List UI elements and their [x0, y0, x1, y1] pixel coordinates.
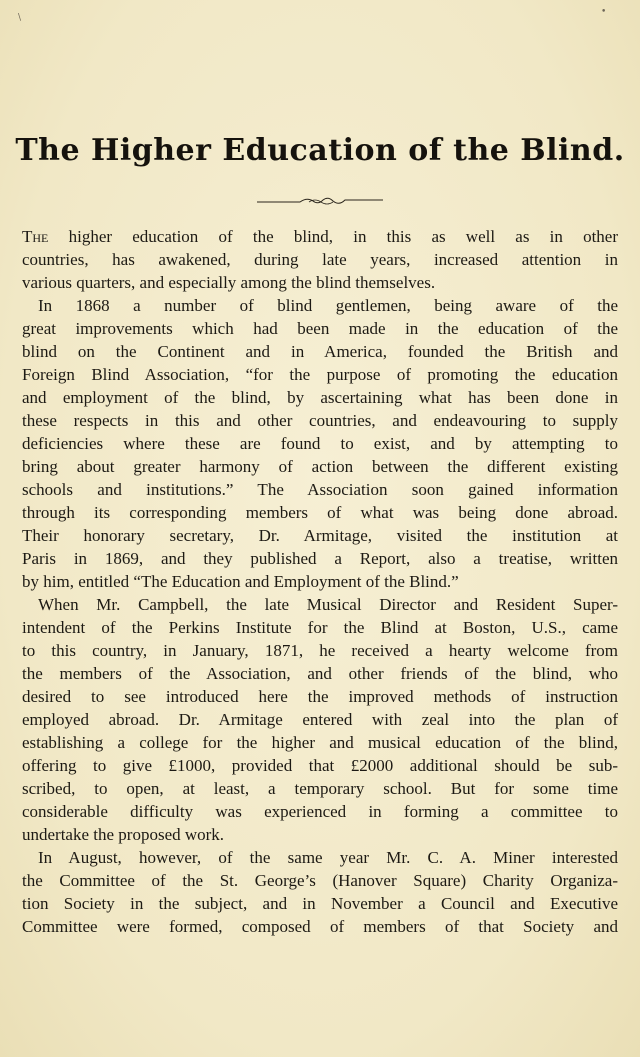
- text-line: Paris in 1869, and they published a Report, also a treatise, written: [22, 549, 618, 568]
- text-line: various quarters, and especially among the blind themselves.: [22, 273, 436, 292]
- text-line: blind on the Continent and in America, founded the British and: [22, 342, 618, 361]
- text-line: by him, entitled “The Education and Employment of the Blind.”: [22, 572, 459, 591]
- text-line: great improvements which had been made in the education of the: [22, 319, 618, 338]
- text-line: through its corresponding members of what was being done abroad.: [22, 503, 618, 522]
- text-line: When Mr. Campbell, the late Musical Director and Resident Super-: [38, 595, 618, 614]
- text-line: schools and institutions.” The Association soon gained information: [22, 480, 618, 499]
- text-line: deficiencies where these are found to exist, and by attempting to: [22, 434, 618, 453]
- text-line: the Committee of the St. George’s (Hanover Square) Charity Organiza-: [22, 871, 618, 890]
- text-line: Their honorary secretary, Dr. Armitage, visited the institution at: [22, 526, 618, 545]
- page-title: The Higher Education of the Blind.: [15, 133, 625, 168]
- paper-speck: \: [18, 13, 22, 23]
- text-line: to this country, in January, 1871, he received a hearty welcome from: [22, 641, 618, 660]
- text-line: undertake the proposed work.: [22, 825, 225, 844]
- text-line: scribed, to open, at least, a temporary school. But for some time: [22, 779, 618, 798]
- text-line: considerable difficulty was experienced in forming a committee to: [22, 802, 618, 821]
- text-line: Committee were formed, composed of members of that Society and: [22, 917, 618, 936]
- text-line: countries, has awakened, during late years, increased attention in: [22, 250, 618, 269]
- text-line: The higher education of the blind, in this as well as in other: [22, 227, 618, 246]
- text-line: offering to give £1000, provided that £2000 additional should be sub-: [22, 756, 618, 775]
- text-line: establishing a college for the higher and musical education of the blind,: [22, 733, 618, 752]
- text-line: desired to see introduced here the improved methods of instruction: [22, 687, 618, 706]
- small-caps-opening-word: The: [22, 227, 49, 246]
- text-line: intendent of the Perkins Institute for the Blind at Boston, U.S., came: [22, 618, 618, 637]
- text-line: tion Society in the subject, and in November a Council and Executive: [22, 894, 618, 913]
- text-line: In 1868 a number of blind gentlemen, being aware of the: [38, 296, 618, 315]
- text-line: these respects in this and other countries, and endeavouring to supply: [22, 411, 618, 430]
- text-line: bring about greater harmony of action between the different existing: [22, 457, 618, 476]
- text-line: Foreign Blind Association, “for the purpose of promoting the education: [22, 365, 618, 384]
- paper-speck: •: [601, 7, 607, 17]
- text-line: employed abroad. Dr. Armitage entered with zeal into the plan of: [22, 710, 618, 729]
- text-line: and employment of the blind, by ascertaining what has been done in: [22, 388, 618, 407]
- text-line: the members of the Association, and other friends of the blind, who: [22, 664, 618, 683]
- text-line: In August, however, of the same year Mr. C. A. Miner interested: [38, 848, 618, 867]
